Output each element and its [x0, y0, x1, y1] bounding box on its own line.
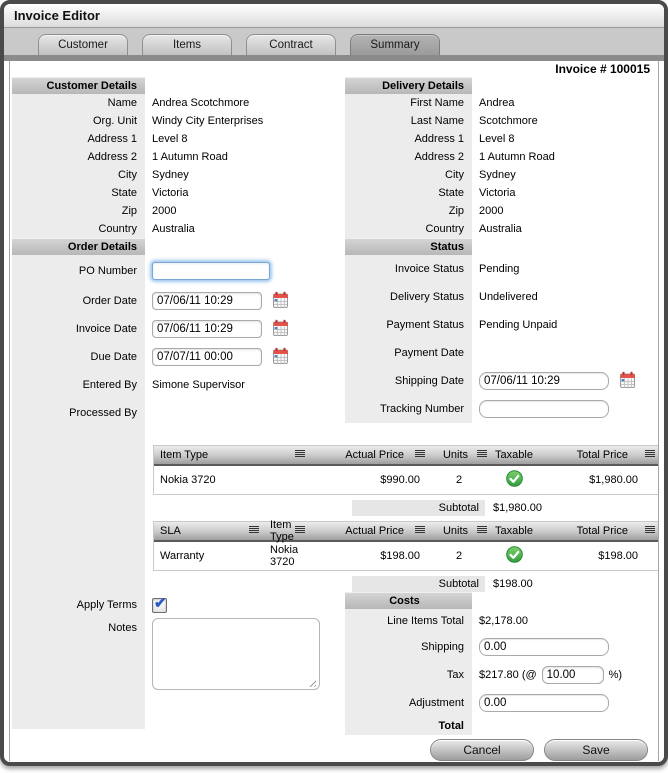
cancel-button[interactable]: Cancel: [430, 739, 534, 761]
field-label: Adjustment: [345, 689, 472, 717]
contracts-table-row[interactable]: [154, 542, 659, 570]
field-label: First Name: [345, 94, 472, 112]
field-value: Windy City Enterprises: [152, 115, 264, 127]
column-header-actual-price: Actual Price: [345, 449, 404, 461]
subtotal-value: $198.00: [493, 578, 533, 590]
tab-customer[interactable]: Customer: [38, 34, 128, 55]
adjustment-input[interactable]: [479, 694, 609, 712]
column-menu-icon[interactable]: [476, 525, 488, 537]
cell-units: 2: [455, 474, 463, 486]
contracts-table: [153, 521, 659, 571]
po-number-input[interactable]: [152, 262, 270, 280]
field-address2: [345, 148, 658, 166]
field-label: Address 2: [345, 148, 472, 166]
cell-units: 2: [455, 550, 463, 562]
field-value: Level 8: [479, 133, 515, 145]
column-header-taxable: Taxable: [495, 525, 533, 537]
footer-button-bar: [10, 735, 658, 761]
field-label: Processed By: [69, 407, 137, 419]
field-label: Line Items Total: [345, 609, 472, 633]
field-value: 2000: [479, 205, 504, 217]
field-notes: [10, 618, 334, 693]
field-label: Tracking Number: [345, 395, 472, 423]
field-label: Address 2: [87, 151, 137, 163]
field-label: Name: [107, 97, 137, 109]
checkbox-check-icon: ✔: [154, 594, 167, 612]
status-value: Undelivered: [479, 291, 538, 303]
window-title: Invoice Editor: [14, 8, 100, 23]
field-zip: [345, 202, 658, 220]
field-shipping-date: [345, 367, 658, 395]
summary-panel: [9, 61, 659, 761]
cell-item-type: Nokia 3720: [270, 544, 299, 568]
items-table-header: [154, 446, 659, 466]
cell-sla: Warranty: [160, 550, 205, 562]
tax-rate-input[interactable]: [542, 666, 604, 684]
field-line-items-total: [345, 609, 658, 633]
field-first-name: [345, 94, 658, 112]
field-value: Simone Supervisor: [152, 379, 245, 391]
column-header-total-price: Total Price: [576, 525, 628, 537]
column-header-item-type: Item Type: [270, 519, 294, 543]
cell-total-price: $198.00: [598, 550, 638, 562]
column-header-units: Units: [442, 525, 468, 537]
shipping-input[interactable]: [479, 638, 609, 656]
tab-contract[interactable]: Contract: [246, 34, 336, 55]
field-invoice-date: [10, 315, 334, 343]
tab-summary[interactable]: Summary: [350, 34, 440, 55]
tab-bar: [4, 28, 664, 55]
notes-textarea[interactable]: [152, 618, 320, 690]
invoice-number: Invoice # 100015: [555, 62, 650, 76]
items-table: [153, 445, 659, 495]
column-header-sla: SLA: [160, 525, 181, 537]
section-header-delivery-details: Delivery Details: [345, 77, 472, 94]
save-button[interactable]: Save: [544, 739, 648, 761]
field-po-number: [10, 255, 334, 287]
field-value: Australia: [479, 223, 522, 235]
field-label: Shipping: [345, 633, 472, 661]
field-label: Country: [98, 223, 137, 235]
column-menu-icon[interactable]: [294, 525, 306, 537]
field-total: [345, 717, 658, 735]
field-value: 2000: [152, 205, 177, 217]
window-title-bar: [4, 4, 664, 28]
field-label: Total: [345, 717, 472, 735]
field-delivery-status: [345, 283, 658, 311]
field-label: Address 1: [345, 130, 472, 148]
field-city: [345, 166, 658, 184]
field-country: [10, 220, 334, 238]
field-value: Andrea: [479, 97, 515, 109]
field-city: [10, 166, 334, 184]
field-label: Notes: [108, 622, 137, 634]
cell-item-type: Nokia 3720: [160, 474, 216, 486]
column-header-taxable: Taxable: [495, 449, 533, 461]
field-order-date: [10, 287, 334, 315]
field-org-unit: [10, 112, 334, 130]
field-name: [10, 94, 334, 112]
status-value: Pending: [479, 263, 520, 275]
field-value: Victoria: [152, 187, 189, 199]
column-menu-icon[interactable]: [644, 449, 656, 461]
field-address1: [10, 130, 334, 148]
field-entered-by: [10, 371, 334, 399]
section-header-order-details: Order Details: [12, 238, 145, 255]
field-label: City: [118, 169, 137, 181]
field-label: Payment Date: [345, 339, 472, 367]
contracts-table-header: [154, 519, 659, 543]
field-label: PO Number: [78, 265, 137, 277]
calendar-icon[interactable]: [272, 347, 289, 368]
field-payment-status: [345, 311, 658, 339]
column-menu-icon[interactable]: [414, 449, 426, 461]
field-due-date: [10, 343, 334, 371]
field-state: [345, 184, 658, 202]
column-header-total-price: Total Price: [576, 449, 628, 461]
field-label: Tax: [345, 661, 472, 689]
column-menu-icon[interactable]: [248, 525, 260, 537]
calendar-icon[interactable]: [619, 371, 636, 392]
field-label: Invoice Date: [75, 323, 137, 335]
column-header-actual-price: Actual Price: [345, 525, 404, 537]
field-country: [345, 220, 658, 238]
field-value: 1 Autumn Road: [479, 151, 555, 163]
field-label: Apply Terms: [76, 599, 137, 611]
order-date-input[interactable]: [152, 292, 262, 310]
field-processed-by: [10, 399, 334, 427]
field-address1: [345, 130, 658, 148]
contracts-subtotal-row: [352, 576, 659, 592]
items-subtotal-row: [352, 500, 659, 516]
calendar-icon[interactable]: [272, 319, 289, 340]
field-tracking-number: [345, 395, 658, 423]
field-payment-date: [345, 339, 658, 367]
field-tax: [345, 661, 658, 689]
field-label: Entered By: [82, 379, 137, 391]
field-label: Delivery Status: [345, 283, 472, 311]
field-adjustment: [345, 689, 658, 717]
field-label: State: [345, 184, 472, 202]
column-header-item-type: Item Type: [160, 449, 209, 461]
status-value: Pending Unpaid: [479, 319, 558, 331]
field-last-name: [345, 112, 658, 130]
field-zip: [10, 202, 334, 220]
field-label: State: [111, 187, 137, 199]
field-value: Australia: [152, 223, 195, 235]
field-label: Org. Unit: [92, 115, 137, 127]
field-value: 1 Autumn Road: [152, 151, 228, 163]
field-value: Victoria: [479, 187, 516, 199]
field-label: Invoice Status: [345, 255, 472, 283]
subtotal-value: $1,980.00: [493, 502, 542, 514]
column-menu-icon[interactable]: [644, 525, 656, 537]
taxable-check-icon: [506, 546, 523, 566]
field-shipping: [345, 633, 658, 661]
field-label: Last Name: [345, 112, 472, 130]
cell-actual-price: $990.00: [380, 474, 420, 486]
field-value: $2,178.00: [479, 615, 528, 627]
tax-amount: $217.80 (@: [479, 669, 537, 681]
column-menu-icon[interactable]: [294, 449, 306, 461]
tax-suffix: %): [608, 669, 623, 681]
tracking-number-input[interactable]: [479, 400, 609, 418]
cell-actual-price: $198.00: [380, 550, 420, 562]
subtotal-label: Subtotal: [352, 500, 485, 516]
field-label: Payment Status: [345, 311, 472, 339]
field-value: Level 8: [152, 133, 188, 145]
field-label: Zip: [121, 205, 137, 217]
field-address2: [10, 148, 334, 166]
field-label: Zip: [345, 202, 472, 220]
apply-terms-checkbox[interactable]: [152, 594, 167, 613]
field-value: Scotchmore: [479, 115, 538, 127]
calendar-icon[interactable]: [272, 291, 289, 312]
column-menu-icon[interactable]: [414, 525, 426, 537]
field-state: [10, 184, 334, 202]
section-header-costs: Costs: [345, 592, 472, 609]
field-value: Andrea Scotchmore: [152, 97, 250, 109]
field-label: Address 1: [87, 133, 137, 145]
field-label: Due Date: [90, 351, 137, 363]
field-label: Shipping Date: [345, 367, 472, 395]
field-value: Sydney: [479, 169, 516, 181]
tab-items[interactable]: Items: [142, 34, 232, 55]
column-menu-icon[interactable]: [476, 449, 488, 461]
cell-total-price: $1,980.00: [589, 474, 638, 486]
invoice-date-input[interactable]: [152, 320, 262, 338]
column-header-units: Units: [442, 449, 468, 461]
due-date-input[interactable]: [152, 348, 262, 366]
taxable-check-icon: [506, 470, 523, 490]
items-table-row[interactable]: [154, 466, 659, 494]
field-value: Sydney: [152, 169, 189, 181]
section-header-status: Status: [345, 238, 472, 255]
field-label: Order Date: [82, 295, 137, 307]
field-apply-terms: [10, 592, 334, 618]
field-invoice-status: [345, 255, 658, 283]
shipping-date-input[interactable]: [479, 372, 609, 390]
subtotal-label: Subtotal: [352, 576, 485, 592]
field-label: Country: [345, 220, 472, 238]
section-header-customer-details: Customer Details: [12, 77, 145, 94]
field-label: City: [345, 166, 472, 184]
